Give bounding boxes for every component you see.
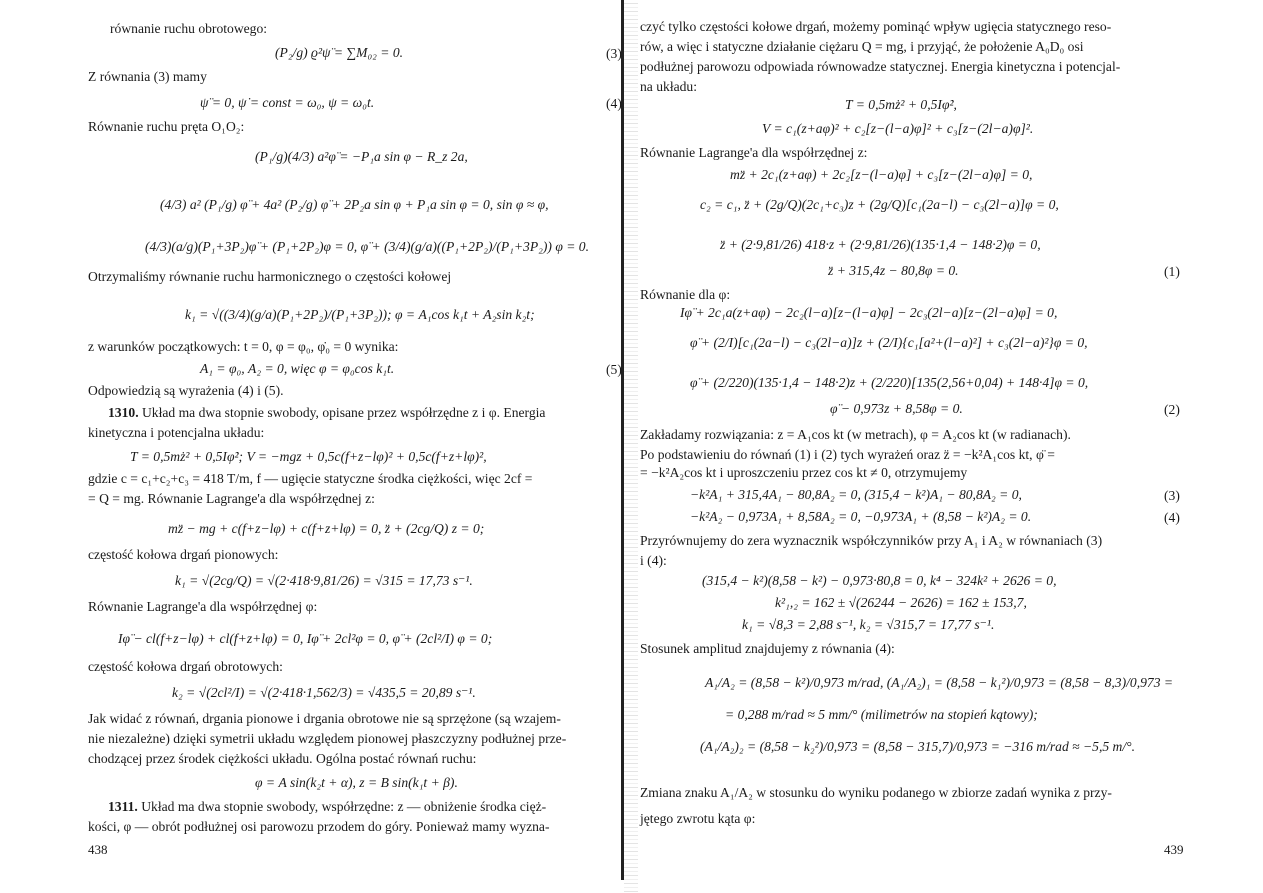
equation-line (730, 168, 1032, 182)
text-line (88, 270, 451, 284)
equation-number: (5) (606, 362, 622, 377)
line-text: φ̈ − 0,973z + 8,58φ = 0. (830, 401, 963, 416)
line-text: k₂ = √(2cl²/I) = √(2·418·1,562/3) = √435,5 = 20,89 s⁻¹. (172, 685, 476, 700)
line-text: Równanie Lagrange'a dla współrzędnej φ: (88, 599, 318, 614)
text-line (88, 548, 278, 562)
line-text: mz̈ − mg + c(f+z−lφ) + c(f+z+lφ) = 0, z̈ + (2cg/Q) z = 0; (168, 521, 485, 536)
equation-line (690, 336, 1088, 350)
equation-line (145, 240, 589, 254)
text-line (640, 466, 967, 480)
equation-line (690, 510, 1031, 524)
text-line (640, 20, 1111, 34)
equation-line (762, 122, 1033, 136)
line-text: podłużnej parowozu odpowiada równowadze statycznej. Energia kinetyczna i potencjal- (640, 59, 1121, 74)
line-text: Zakładamy rozwiązania: z = A₁cos kt (w metrach), φ = A₂cos kt (w radianach). (640, 427, 1071, 442)
page-number-right: 439 (1164, 842, 1184, 857)
line-text: Z równania (3) mamy (88, 69, 207, 84)
equation-line (830, 402, 963, 416)
line-text: (4/3) a² (P₁/g) φ̈ + 4a² (P₂/g) φ̈ + 2P₂a sin φ + P₁a sin φ = 0, sin φ ≈ φ, (160, 197, 549, 212)
line-text: z̈ + 315,4z − 80,8φ = 0. (828, 263, 959, 278)
line-text: (P₁/g)(4/3) a²φ̈ = −P₁a sin φ − R_z 2a, (255, 149, 468, 164)
text-line (88, 660, 283, 674)
equation-line (705, 676, 1173, 690)
equation-line (200, 362, 394, 376)
equation-line (720, 238, 1041, 252)
equation-line (702, 574, 1057, 588)
text-line (88, 752, 476, 766)
line-text: Zmiana znaku A₁/A₂ w stosunku do wyniku podanego w zbiorze zadań wynika z przy- (640, 785, 1112, 800)
text-line (640, 428, 1071, 442)
equation-line (168, 522, 484, 536)
line-text: jętego zwrotu kąta φ: (640, 811, 756, 826)
equation-line (690, 376, 1088, 390)
text-line (88, 732, 566, 746)
text-line (640, 60, 1120, 74)
text-line (88, 820, 550, 834)
line-text: Otrzymaliśmy równanie ruchu harmonicznego o częstości kołowej (88, 269, 452, 284)
line-text: Układ ma dwa stopnie swobody, opisane przez współrzędne z i φ. Energia (138, 405, 546, 420)
equation-line (185, 308, 535, 322)
line-text: gdzie c = c₁+c₂+c₃ = 418 T/m, f — ugięcie statyczne środka ciężkości, więc 2cf = (88, 471, 533, 486)
equation-line (175, 574, 473, 588)
line-text: −k²A₂ − 0,973A₁ + 8,58A₂ = 0, −0,973A₁ + (8,58 − k²)A₂ = 0. (690, 509, 1032, 524)
line-text: na układu: (640, 79, 698, 94)
text-line (640, 786, 1112, 800)
line-text: = −k²A₂cos kt i uproszczeniu przez cos kt ≠ 0, otrzymujemy (640, 465, 968, 480)
line-text: T = 0,5mż² + 0,5Iφ̇², (845, 97, 957, 112)
equation-line (172, 686, 476, 700)
text-line (88, 712, 561, 726)
line-text: k²₁,₂ = 162 ± √(26244 − 2626) = 162 ± 153,7, (775, 595, 1027, 610)
line-text: Równanie ruchu pręta O₁O₂: (88, 119, 245, 134)
text-line (88, 492, 375, 506)
line-text: częstość kołowa drgań pionowych: (88, 547, 279, 562)
line-text: A₁ = φ₀, A₂ = 0, więc φ = φ₀cos k₁t. (200, 361, 395, 376)
line-text: Jak widać z równań, drgania pionowe i drgania obrotowe nie są sprzężone (są wzajem- (88, 711, 561, 726)
page-number-left: 438 (88, 842, 108, 857)
line-text: V = c₁(z+aφ)² + c₂[z−(l−a)φ]² + c₃[z−(2l−a)φ]². (762, 121, 1034, 136)
line-text: z̈ + (2·9,81/26) 418·z + (2·9,81/26)(135·1,4 − 148·2)φ = 0, (720, 237, 1041, 252)
equation-line (742, 618, 994, 632)
line-text: k₁ = √(2cg/Q) = √(2·418·9,81/26) = √315 = 17,73 s⁻¹. (175, 573, 473, 588)
equation-line (725, 708, 1038, 722)
equation-line (200, 96, 374, 110)
line-text: φ = A sin(k₂t + α), z = B sin(k₁t + β). (255, 775, 458, 790)
line-text: z warunków początkowych: t = 0, φ = φ₀, φ̇₀ = 0 wynika: (88, 339, 399, 354)
text-line (640, 448, 1055, 462)
line-text: = 0,288 m/rad ≈ 5 mm/° (milimetrów na stopień kątowy); (725, 707, 1038, 722)
text-line (640, 642, 895, 656)
line-text: Odpowiedzią są wyrażenia (4) i (5). (88, 383, 284, 398)
equation-number: (1) (1164, 264, 1180, 279)
line-text: mz̈ + 2c₁(z+aφ) + 2c₂[z−(l−a)φ] + c₃[z−(2l−a)φ] = 0, (730, 167, 1033, 182)
line-text: nie niezależne) dzięki symetrii układu względem pionowej płaszczyzny podłużnej prze- (88, 731, 567, 746)
text-line (88, 426, 264, 440)
text-line (88, 120, 244, 134)
equation-line (130, 450, 487, 464)
equation-line (775, 596, 1027, 610)
line-text: Układ ma dwa stopnie swobody, współrzędne: z — obniżenie środka cięż- (137, 799, 547, 814)
line-text: k₁ = √8,3 = 2,88 s⁻¹, k₂ = √315,7 = 17,77 s⁻¹. (742, 617, 995, 632)
text-line (88, 340, 398, 354)
text-line (88, 472, 532, 486)
line-text: Równanie dla φ: (640, 287, 731, 302)
equation-line (700, 198, 1059, 212)
problem-number: 1310. (108, 405, 139, 420)
equation-number: (2) (1164, 402, 1180, 417)
line-text: Po podstawieniu do równań (1) i (2) tych wyrażeń oraz z̈ = −k²A₁cos kt, φ̈ = (640, 447, 1055, 462)
text-line (640, 40, 1084, 54)
text-line (88, 384, 284, 398)
equation-line (255, 150, 468, 164)
text-line (640, 554, 667, 568)
line-text: Iφ̈ − cl(f+z−lφ) + cl(f+z+lφ) = 0, Iφ̈ + 2cl²φ = 0, φ̈ + (2cl²/I) φ = 0; (118, 631, 493, 646)
equation-line (690, 488, 1022, 502)
text-line (640, 80, 697, 94)
line-text: czyć tylko częstości kołowe drgań, możemy pominąć wpływ ugięcia statycznego reso- (640, 19, 1112, 34)
line-text: równanie ruchu obrotowego: (110, 21, 268, 36)
text-line (110, 22, 267, 36)
line-text: chodzącej przez środek ciężkości układu. Ogólna postać równań ruchu: (88, 751, 477, 766)
text-line (640, 288, 730, 302)
line-text: c₂ = c₁, z̈ + (2g/Q)(2c₁+c₃)z + (2g/Q)[c₁(2a−l) − c₃(2l−a)]φ = 0, (700, 197, 1059, 212)
equation-line (275, 46, 403, 60)
equation-line (160, 198, 549, 212)
line-text: (315,4 − k²)(8,58 − k²) − 0,973·80,8 = 0, k⁴ − 324k² + 2626 = 0, (702, 573, 1057, 588)
equation-number: (3) (1164, 488, 1180, 503)
line-text: (P₂/g) ϱ²ψ̈ = ∑M₀₂ = 0. (275, 45, 404, 60)
equation-line (118, 632, 492, 646)
line-text: k₁ = √((3/4)(g/a)(P₁+2P₂)/(P₁+3P₂)); φ = A₁cos k₁t + A₂sin k₂t; (185, 307, 535, 322)
line-text: T = 0,5mż² + 0,5Iφ̇²; V = −mgz + 0,5c(f+z−lφ)² + 0,5c(f+z+lφ)², (130, 449, 487, 464)
line-text: kinetyczna i potencjalna układu: (88, 425, 265, 440)
line-text: φ̈ + (2/220)(135·1,4 − 148·2)z + (2/220)[135(2,56+0,04) + 148·4]φ = 0, (690, 375, 1089, 390)
line-text: Iφ̈ + 2c₁a(z+aφ) − 2c₂(l−a)[z−(l−a)φ] − 2c₃(2l−a)[z−(2l−a)φ] = 0, (680, 305, 1058, 320)
equation-line (828, 264, 959, 278)
line-text: częstość kołowa drgań obrotowych: (88, 659, 283, 674)
text-line (108, 406, 545, 420)
line-text: = Q = mg. Równanie Lagrange'a dla współrzędnej z: (88, 491, 375, 506)
equation-number: (3) (606, 46, 622, 61)
equation-line (680, 306, 1057, 320)
equation-line (700, 740, 1135, 754)
line-text: (4/3)(a/g)(P₁+3P₂)φ̈ + (P₁+2P₂)φ = 0, φ̈ + (3/4)(g/a)((P₁+2P₂)/(P₁+3P₂)) φ = 0. (145, 239, 590, 254)
line-text: kości, φ — obrót podłużnej osi parowozu przodem do góry. Ponieważ mamy wyzna- (88, 819, 550, 834)
text-line (108, 800, 546, 814)
line-text: A₁/A₂ = (8,58 − k²)/0,973 m/rad, (A₁/A₂)₁ = (8,58 − k₁²)/0,973 = (8,58 − 8,3)/0,973 = (705, 675, 1174, 690)
equation-line (255, 776, 458, 790)
equation-number: (4) (606, 96, 622, 111)
line-text: Przyrównujemy do zera wyznacznik współczynników przy A₁ i A₂ w równaniach (3) (640, 533, 1103, 548)
line-text: φ̈ + (2/I)[c₁(2a−l) − c₃(2l−a)]z + (2/I){c₁[a²+(l−a)²] + c₃(2l−a)²}φ = 0, (690, 335, 1088, 350)
line-text: i (4): (640, 553, 667, 568)
equation-line (845, 98, 957, 112)
line-text: Stosunek amplitud znajdujemy z równania (4): (640, 641, 895, 656)
equation-number: (4) (1164, 510, 1180, 525)
text-line (640, 812, 755, 826)
text-line (640, 534, 1102, 548)
line-text: rów, a więc i statyczne działanie ciężaru Q = mg, i przyjąć, że położenie A₀D₀ osi (640, 39, 1084, 54)
problem-number: 1311. (108, 799, 138, 814)
line-text: −k²A₁ + 315,4A₁ − 80,8A₂ = 0, (315,4 − k²)A₁ − 80,8A₂ = 0, (690, 487, 1022, 502)
text-line (88, 70, 207, 84)
text-line (88, 600, 317, 614)
line-text: Równanie Lagrange'a dla współrzędnej z: (640, 145, 868, 160)
line-text: ψ̈ = 0, ψ̇ = const = ω₀, ψ = ω₀t. (200, 95, 375, 110)
line-text: (A₁/A₂)₂ = (8,58 − k₂²)/0,973 = (8,58 − 315,7)/0,973 = −316 m/rad ≈ −5,5 m/°. (700, 739, 1135, 754)
text-line (640, 146, 867, 160)
